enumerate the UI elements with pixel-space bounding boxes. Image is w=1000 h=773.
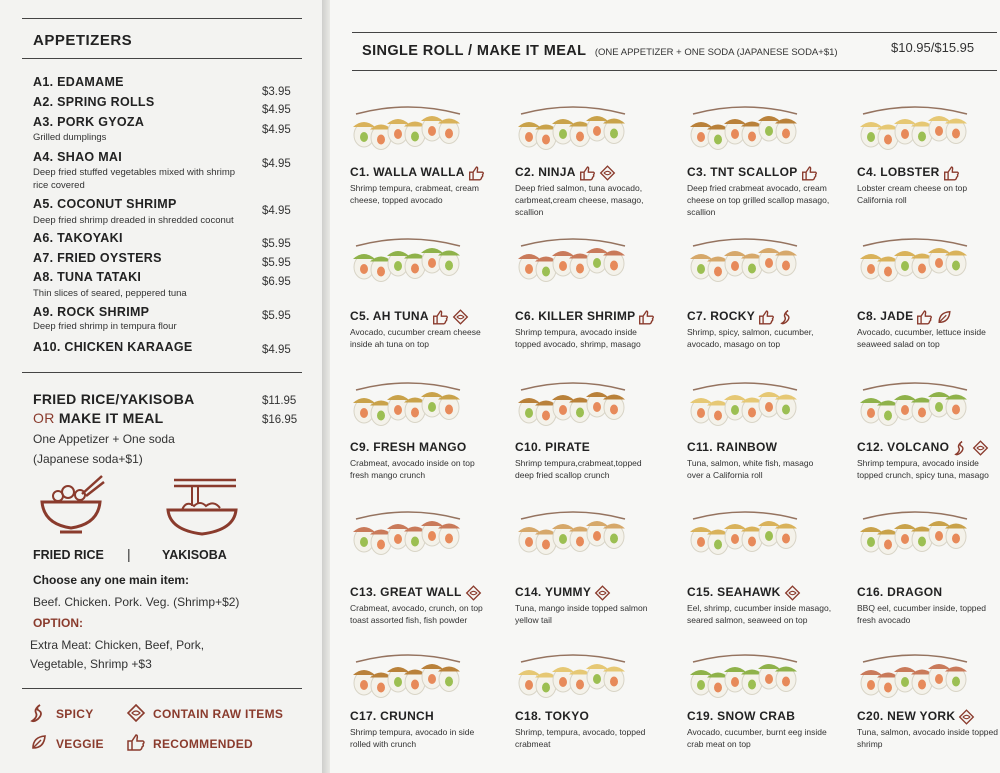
roll-description: Crabmeat, avocado, crunch, on top toast assorted fish, fish powder	[350, 603, 483, 625]
recommended-icon	[943, 165, 960, 181]
option-text: Vegetable, Shrimp +$3	[30, 657, 152, 671]
sushi-roll-image	[859, 224, 971, 284]
page-fold	[322, 0, 330, 773]
appetizer-name: A2. SPRING ROLLS	[33, 95, 155, 109]
appetizer-price: $4.95	[262, 124, 291, 136]
divider	[22, 18, 302, 19]
roll-description: Avocado, cucumber, burnt eeg inside crab meat on top	[687, 727, 827, 749]
roll-description: Tuna, salmon, avocado inside topped shrimp	[857, 727, 998, 749]
recommended-icon	[758, 309, 775, 325]
appetizers-heading: APPETIZERS	[33, 32, 133, 49]
recommended-icon	[432, 309, 449, 325]
roll-name: C20. NEW YORK	[857, 709, 956, 724]
fried-rice-title: FRIED RICE/YAKISOBA	[33, 391, 195, 407]
roll-name: C6. KILLER SHRIMP	[515, 309, 636, 324]
roll-name: C2. NINJA	[515, 165, 576, 180]
roll-name-line	[857, 440, 989, 456]
roll-name-line	[350, 585, 482, 601]
roll-name: C19. SNOW CRAB	[687, 709, 796, 723]
appetizer-price: $4.95	[262, 344, 291, 356]
yakisoba-label: YAKISOBA	[162, 548, 227, 562]
roll-description: Shrimp tempura,crabmeat,topped deep fried scallop crunch	[515, 458, 642, 480]
roll-description: Avocado, cucumber, lettuce inside seaweed salad on top	[857, 327, 986, 349]
separator: |	[127, 546, 131, 562]
roll-name-line	[515, 165, 616, 181]
fried-rice-label: FRIED RICE	[33, 548, 104, 562]
appetizer-name: A3. PORK GYOZA	[33, 115, 145, 129]
spicy-icon	[778, 309, 795, 325]
roll-description: Eel, shrimp, cucumber inside masago, seared salmon, seaweed on top	[687, 603, 832, 625]
fried-rice-bowl-icon	[38, 472, 106, 536]
sushi-roll-image	[689, 640, 801, 700]
raw-icon	[465, 585, 482, 601]
roll-name: C4. LOBSTER	[857, 165, 940, 180]
roll-name-line	[350, 440, 467, 454]
roll-name: C8. JADE	[857, 309, 914, 324]
appetizer-description: Grilled dumplings	[33, 132, 107, 143]
appetizer-price: $5.95	[262, 238, 291, 250]
sushi-roll-image	[352, 92, 464, 152]
roll-name: C15. SEAHAWK	[687, 585, 781, 600]
recommended-icon	[468, 165, 485, 181]
roll-description: Shrimp tempura, avocado in side rolled with crunch	[350, 727, 475, 749]
roll-name-line	[515, 585, 611, 601]
recommended-icon	[801, 165, 818, 181]
roll-name-line	[350, 165, 485, 181]
roll-name-line	[515, 440, 590, 454]
raw-icon	[126, 704, 146, 722]
roll-description: Shrimp, tempura, avocado, topped crabmeat	[515, 727, 646, 749]
roll-description: Lobster cream cheese on top California roll	[857, 183, 968, 205]
roll-name: C13. GREAT WALL	[350, 585, 462, 600]
legend-veggie-label: VEGGIE	[56, 737, 104, 751]
roll-name-line	[515, 309, 655, 325]
roll-description: Shrimp tempura, avocado inside topped avocado, shrimp, masago	[515, 327, 641, 349]
roll-description: Deep fried crabmeat avocado, cream cheese on top grilled scallop masago, scallion	[687, 183, 830, 217]
sushi-roll-image	[517, 368, 629, 428]
roll-name: C14. YUMMY	[515, 585, 592, 600]
appetizer-price: $6.95	[262, 276, 291, 288]
appetizer-price: $3.95	[262, 86, 291, 98]
divider	[22, 58, 302, 59]
roll-name: C10. PIRATE	[515, 440, 591, 454]
divider	[352, 70, 997, 71]
roll-name-line	[857, 585, 942, 599]
meal-price: $16.95	[262, 414, 298, 426]
sushi-roll-image	[689, 224, 801, 284]
roll-name: C18. TOKYO	[515, 709, 590, 723]
make-it-meal-label: MAKE IT MEAL	[58, 410, 164, 426]
roll-name: C3. TNT SCALLOP	[687, 165, 798, 180]
option-label: OPTION:	[33, 616, 83, 630]
raw-icon	[958, 709, 975, 725]
roll-description: Tuna, salmon, white fish, masago over a California roll	[687, 458, 814, 480]
appetizer-description: Deep fried stuffed vegetables mixed with shrimp rice covered	[33, 167, 236, 191]
roll-name: C1. WALLA WALLA	[350, 165, 465, 180]
roll-name-line	[857, 709, 975, 725]
sushi-roll-image	[859, 368, 971, 428]
appetizer-name: A8. TUNA TATAKI	[33, 270, 142, 284]
fried-rice-price: $11.95	[262, 395, 297, 407]
sushi-roll-image	[517, 224, 629, 284]
appetizer-price: $4.95	[262, 104, 291, 116]
meal-description: One Appetizer + One soda	[33, 432, 175, 446]
raw-icon	[784, 585, 801, 601]
left-page	[0, 0, 322, 773]
sushi-roll-image	[517, 640, 629, 700]
roll-name-line	[857, 309, 953, 325]
roll-name: C5. AH TUNA	[350, 309, 429, 324]
roll-name-line	[687, 440, 777, 454]
sushi-roll-image	[689, 92, 801, 152]
roll-name: C12. VOLCANO	[857, 440, 950, 455]
roll-name-line	[515, 709, 589, 723]
make-it-meal-line	[33, 410, 164, 426]
roll-description: Shrimp, spicy, salmon, cucumber, avocado, masago on top	[687, 327, 814, 349]
roll-name: C9. FRESH MANGO	[350, 440, 467, 454]
sushi-roll-image	[859, 640, 971, 700]
sushi-roll-image	[859, 92, 971, 152]
roll-name: C7. ROCKY	[687, 309, 756, 324]
sushi-roll-image	[517, 497, 629, 557]
raw-icon	[972, 440, 989, 456]
appetizer-name: A7. FRIED OYSTERS	[33, 251, 162, 265]
sushi-roll-image	[689, 368, 801, 428]
choose-options: Beef. Chicken. Pork. Veg. (Shrimp+$2)	[33, 595, 240, 609]
recommended-icon	[916, 309, 933, 325]
roll-name-line	[687, 309, 795, 325]
meal-soda-note: (Japanese soda+$1)	[33, 452, 143, 466]
raw-icon	[599, 165, 616, 181]
roll-description: Avocado, cucumber cream cheese inside ah tuna on top	[350, 327, 481, 349]
roll-name-line	[350, 309, 469, 325]
roll-description: Shrimp tempura, avocado inside topped crunch, spicy tuna, masago	[857, 458, 989, 480]
roll-name-line	[687, 585, 801, 601]
rolls-title: SINGLE ROLL / MAKE IT MEAL	[362, 43, 587, 59]
yakisoba-bowl-icon	[166, 476, 238, 538]
recommended-icon	[638, 309, 655, 325]
roll-name-line	[350, 709, 434, 723]
veggie-icon	[936, 309, 953, 325]
appetizer-description: Thin slices of seared, peppered tuna	[33, 288, 187, 299]
appetizer-name: A1. EDAMAME	[33, 75, 124, 89]
rolls-header	[362, 42, 838, 60]
appetizer-price: $4.95	[262, 158, 291, 170]
sushi-roll-image	[352, 368, 464, 428]
roll-name-line	[857, 165, 960, 181]
sushi-roll-image	[352, 640, 464, 700]
roll-description: BBQ eel, cucumber inside, topped fresh avocado	[857, 603, 986, 625]
option-text: Extra Meat: Chicken, Beef, Pork,	[30, 638, 205, 652]
legend-recommended-label: RECOMMENDED	[153, 737, 253, 751]
raw-icon	[452, 309, 469, 325]
divider	[22, 688, 302, 689]
roll-description: Crabmeat, avocado inside on top fresh mango crunch	[350, 458, 475, 480]
sushi-roll-image	[352, 497, 464, 557]
appetizer-name: A4. SHAO MAI	[33, 150, 123, 164]
roll-name-line	[687, 709, 795, 723]
roll-description: Deep fried salmon, tuna avocado, carbmeat,cream cheese, masago, scallion	[515, 183, 644, 217]
appetizer-name: A6. TAKOYAKI	[33, 231, 123, 245]
legend-raw-label: CONTAIN RAW ITEMS	[153, 707, 284, 721]
raw-icon	[594, 585, 611, 601]
or-label: OR	[33, 410, 55, 426]
appetizer-name: A5. COCONUT SHRIMP	[33, 197, 177, 211]
divider	[22, 372, 302, 373]
spicy-icon	[30, 703, 46, 723]
sushi-roll-image	[352, 224, 464, 284]
sushi-roll-image	[859, 497, 971, 557]
sushi-roll-image	[689, 497, 801, 557]
appetizer-description: Deep fried shrimp dreaded in shredded coconut	[33, 215, 234, 226]
roll-description: Tuna, mango inside topped salmon yellow tail	[515, 603, 648, 625]
appetizer-price: $5.95	[262, 257, 291, 269]
recommended-icon	[126, 733, 146, 751]
sushi-roll-image	[517, 92, 629, 152]
recommended-icon	[579, 165, 596, 181]
rolls-subtitle: (ONE APPETIZER + ONE SODA (JAPANESE SODA+$1)	[594, 47, 838, 58]
appetizer-name: A10. CHICKEN KARAAGE	[33, 340, 193, 354]
divider	[352, 32, 997, 33]
roll-name: C11. RAINBOW	[687, 440, 778, 454]
roll-name: C16. DRAGON	[857, 585, 943, 599]
roll-name-line	[687, 165, 818, 181]
veggie-icon	[30, 733, 48, 751]
spicy-icon	[952, 440, 969, 456]
choose-label: Choose any one main item:	[33, 573, 190, 587]
appetizer-price: $4.95	[262, 205, 291, 217]
appetizer-name: A9. ROCK SHRIMP	[33, 305, 150, 319]
right-page	[330, 0, 1000, 773]
roll-name: C17. CRUNCH	[350, 709, 434, 723]
appetizer-description: Deep fried shrimp in tempura flour	[33, 321, 177, 332]
rolls-price: $10.95/$15.95	[891, 40, 975, 55]
appetizer-price: $5.95	[262, 310, 291, 322]
legend-spicy-label: SPICY	[56, 707, 94, 721]
roll-description: Shrimp tempura, crabmeat, cream cheese, topped avocado	[350, 183, 479, 205]
